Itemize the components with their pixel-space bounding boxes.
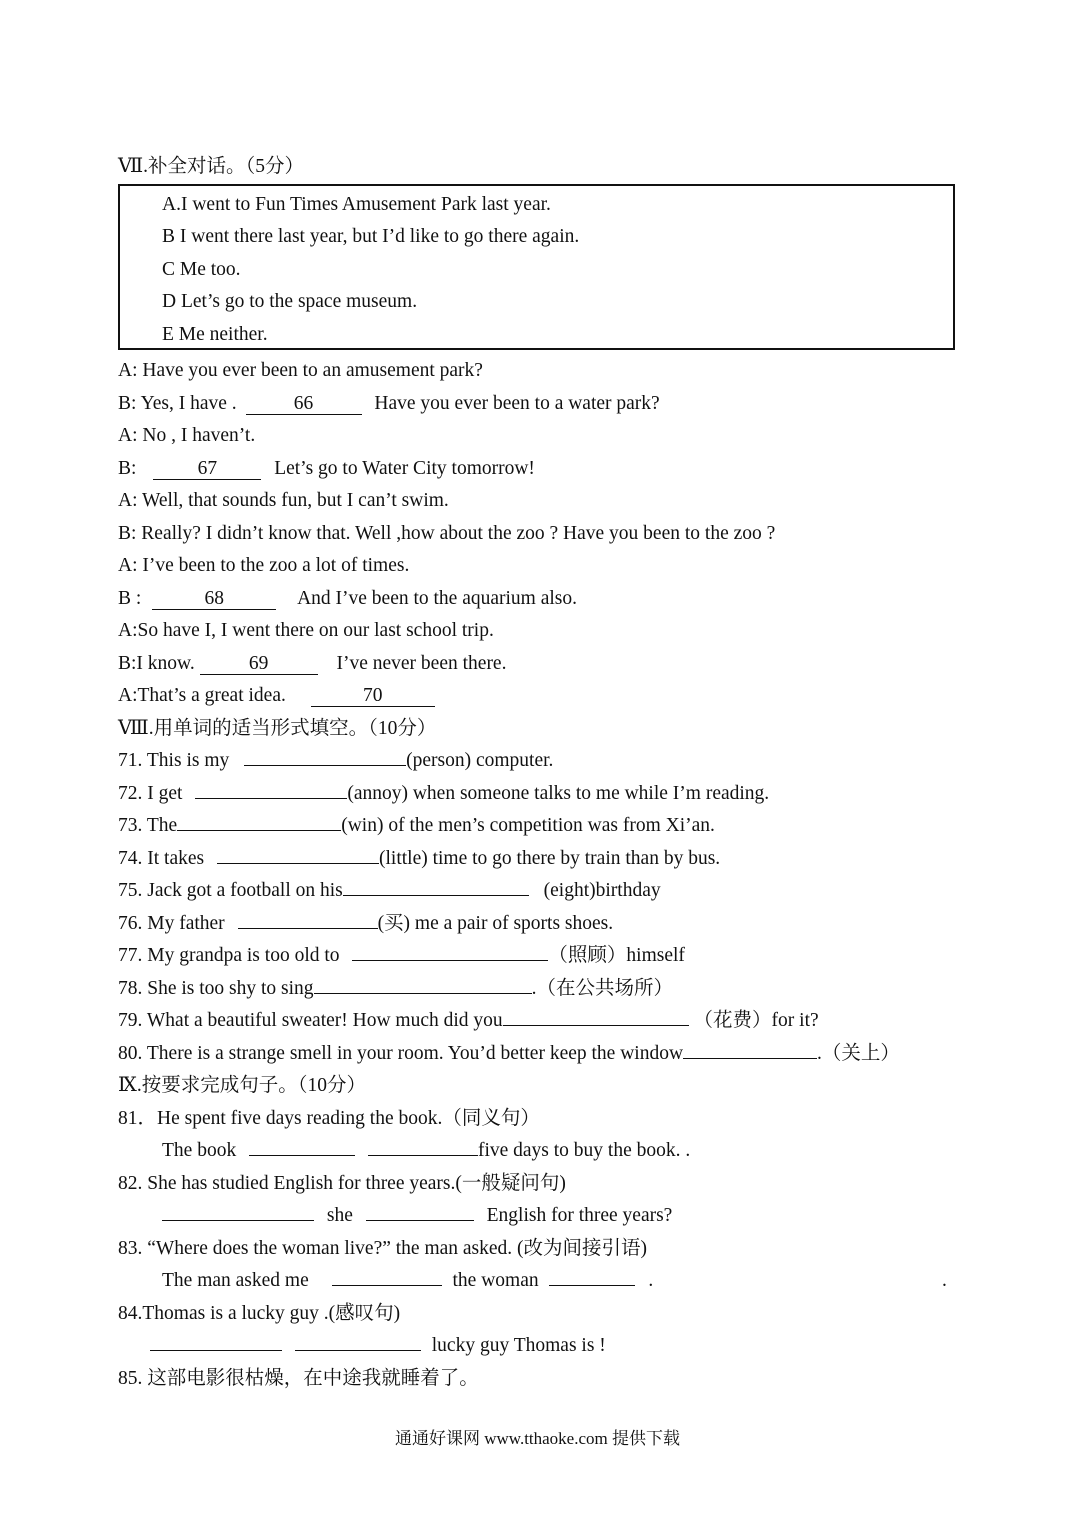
question-77-text: 77. My grandpa is too old to [118, 945, 340, 966]
answer-blank-74[interactable] [217, 863, 379, 864]
question-77-hint: （照顾）himself [548, 945, 685, 966]
question-78 [118, 976, 673, 1002]
question-82-answer [162, 1203, 672, 1229]
question-80 [118, 1041, 900, 1067]
section-9-heading: Ⅸ.按要求完成句子。（10分） [118, 1075, 366, 1096]
dialogue-line-4 [118, 456, 535, 482]
answer-blank-79[interactable] [503, 1025, 689, 1026]
question-77 [118, 943, 685, 969]
answer-blank-82b[interactable] [366, 1220, 474, 1221]
question-83-mid: the woman [452, 1270, 539, 1291]
answer-blank-83a[interactable] [332, 1285, 442, 1286]
answer-blank-73[interactable] [177, 830, 341, 831]
blank-68[interactable]: 68 [152, 589, 276, 610]
dialogue-line-10-text: B:I know. [118, 653, 195, 674]
question-83-lead: The man asked me [162, 1270, 309, 1291]
question-73-text: 73. The [118, 815, 178, 836]
dialogue-line-2 [118, 391, 660, 417]
question-76-hint: (买) me a pair of sports shoes. [377, 913, 614, 934]
question-76-text: 76. My father [118, 913, 225, 934]
question-81-tail: five days to buy the book. . [477, 1140, 691, 1161]
dialogue-line-6: B: Really? I didn’t know that. Well ,how about the zoo ? Have you been to the zoo ? [118, 523, 776, 544]
question-81-answer [162, 1138, 690, 1164]
blank-67[interactable]: 67 [153, 459, 261, 480]
dialogue-line-10 [118, 651, 506, 677]
question-83-answer [162, 1268, 653, 1294]
question-78-hint: .（在公共场所） [531, 978, 673, 999]
answer-blank-80[interactable] [683, 1058, 817, 1059]
dialogue-line-2-text: B: Yes, I have . [118, 393, 237, 414]
blank-69[interactable]: 69 [200, 654, 318, 675]
option-c: C Me too. [162, 259, 241, 280]
dialogue-line-10-post: I’ve never been there. [336, 653, 507, 674]
option-b: B I went there last year, but I’d like to go there again. [162, 226, 580, 247]
question-81-prompt: 81．He spent five days reading the book.（同义句） [118, 1108, 540, 1129]
dialogue-line-4-text: B: [118, 458, 137, 479]
question-84-prompt: 84.Thomas is a lucky guy .(感叹句) [118, 1303, 401, 1324]
dialogue-line-3: A: No , I haven’t. [118, 425, 256, 446]
question-75-text: 75. Jack got a football on his [118, 880, 343, 901]
question-82-tail: English for three years? [486, 1205, 673, 1226]
dialogue-line-9: A:So have I, I went there on our last school trip. [118, 620, 494, 641]
question-79-hint: （花费）for it? [693, 1010, 819, 1031]
question-80-text: 80. There is a strange smell in your room. You’d better keep the window [118, 1043, 684, 1064]
question-75 [118, 878, 661, 904]
question-76 [118, 911, 613, 937]
question-72 [118, 781, 769, 807]
question-74-hint: (little) time to go there by train than by bus. [378, 848, 721, 869]
question-84-answer [150, 1333, 606, 1359]
dialogue-line-8 [118, 586, 577, 612]
answer-blank-77[interactable] [352, 960, 548, 961]
answer-blank-71[interactable] [244, 765, 406, 766]
answer-blank-75[interactable] [343, 895, 529, 896]
question-71-text: 71. This is my [118, 750, 230, 771]
footer-credit: 通通好课网 www.tthaoke.com 提供下载 [394, 1429, 681, 1448]
question-82-prompt: 82. She has studied English for three years.(一般疑问句) [118, 1173, 566, 1194]
question-75-hint: (eight)birthday [543, 880, 661, 901]
option-d: D Let’s go to the space museum. [162, 291, 418, 312]
question-74-text: 74. It takes [118, 848, 205, 869]
question-73-hint: (win) of the men’s competition was from Xi’an. [341, 815, 715, 836]
answer-blank-78[interactable] [314, 993, 532, 994]
question-79-text: 79. What a beautiful sweater! How much did you [118, 1010, 503, 1031]
dialogue-line-11-text: A:That’s a great idea. [118, 685, 286, 706]
answer-blank-84a[interactable] [150, 1350, 282, 1351]
answer-blank-83b[interactable] [549, 1285, 635, 1286]
question-71-hint: (person) computer. [406, 750, 554, 771]
section-8-heading: Ⅷ.用单词的适当形式填空。（10分） [118, 718, 437, 739]
question-83-tail: . [648, 1270, 654, 1291]
dialogue-line-1: A: Have you ever been to an amusement park? [118, 360, 483, 381]
option-e: E Me neither. [162, 324, 268, 345]
question-74 [118, 846, 720, 872]
question-79 [118, 1008, 819, 1034]
question-73 [118, 813, 715, 839]
answer-blank-81b[interactable] [368, 1155, 478, 1156]
question-83-end-mark: . [942, 1270, 947, 1291]
question-71 [118, 748, 553, 774]
answer-blank-76[interactable] [238, 928, 378, 929]
section-7-heading: Ⅶ.补全对话。（5分） [118, 156, 305, 177]
question-78-text: 78. She is too shy to sing [118, 978, 314, 999]
dialogue-line-11 [118, 683, 435, 709]
question-83-prompt: 83. “Where does the woman live?” the man asked. (改为间接引语) [118, 1238, 648, 1259]
dialogue-line-8-text: B : [118, 588, 142, 609]
answer-blank-72[interactable] [195, 798, 347, 799]
answer-blank-81a[interactable] [249, 1155, 355, 1156]
question-84-tail: lucky guy Thomas is ! [431, 1335, 606, 1356]
question-81-lead: The book [162, 1140, 237, 1161]
dialogue-line-2-post: Have you ever been to a water park? [374, 393, 660, 414]
question-72-hint: (annoy) when someone talks to me while I’m reading. [347, 783, 770, 804]
dialogue-line-4-post: Let’s go to Water City tomorrow! [274, 458, 535, 479]
dialogue-line-8-post: And I’ve been to the aquarium also. [297, 588, 578, 609]
answer-blank-82a[interactable] [162, 1220, 314, 1221]
dialogue-line-5: A: Well, that sounds fun, but I can’t swim. [118, 490, 449, 511]
blank-70[interactable]: 70 [311, 686, 435, 707]
question-82-mid: she [326, 1205, 353, 1226]
dialogue-line-7: A: I’ve been to the zoo a lot of times. [118, 555, 410, 576]
blank-66[interactable]: 66 [246, 394, 362, 415]
question-85-prompt: 85. 这部电影很枯燥，在中途我就睡着了。 [118, 1368, 479, 1389]
option-a: A.I went to Fun Times Amusement Park last year. [162, 194, 551, 215]
question-72-text: 72. I get [118, 783, 183, 804]
answer-blank-84b[interactable] [295, 1350, 421, 1351]
question-80-hint: .（关上） [817, 1043, 900, 1064]
